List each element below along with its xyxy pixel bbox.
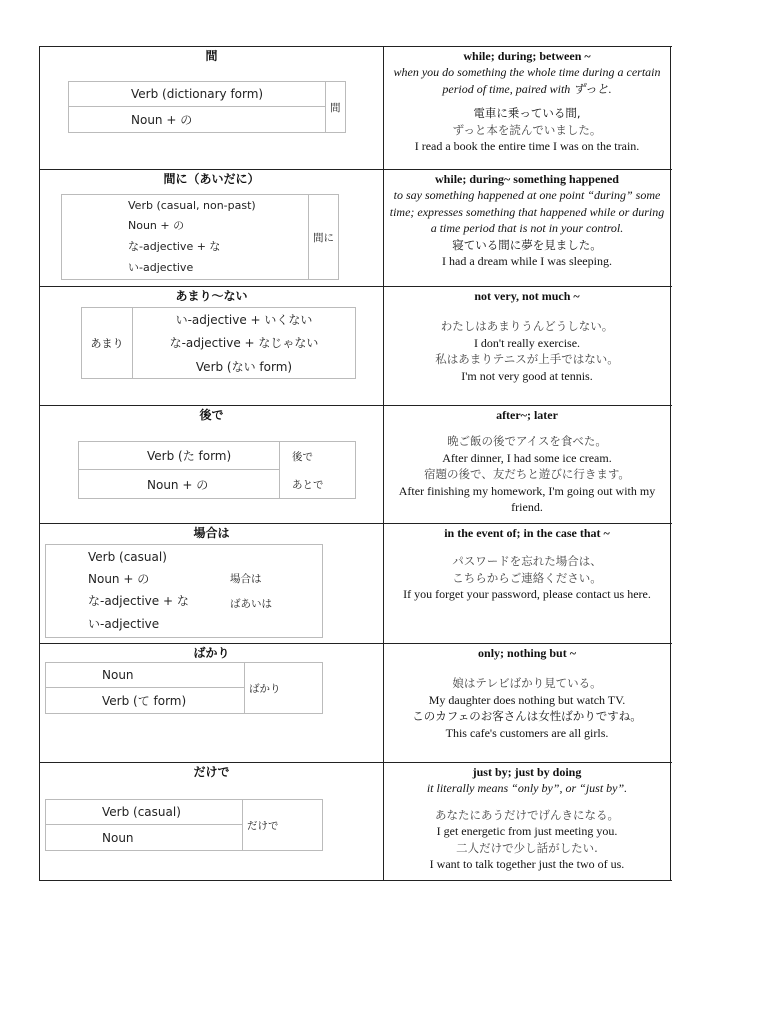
meaning-heading: only; nothing but ~ bbox=[478, 646, 576, 660]
example-jp: 二人だけで少し話がしたい. bbox=[456, 840, 598, 855]
form-list bbox=[46, 663, 245, 713]
example-jp: 私はあまりテニスが上手ではない。 bbox=[435, 352, 619, 366]
example-en: After finishing my homework, I'm going out with my friend. bbox=[398, 483, 656, 514]
grammar-row-dakede bbox=[40, 763, 672, 881]
meaning-cell bbox=[384, 524, 671, 643]
form-item: Noun bbox=[102, 668, 134, 682]
meaning-heading: while; during~ something happened bbox=[435, 172, 619, 186]
meaning-heading: not very, not much ~ bbox=[474, 289, 580, 303]
form-item: な-adjective + な bbox=[88, 594, 189, 609]
pattern-title: ばかり bbox=[193, 646, 230, 660]
meaning-heading: just by; just by doing bbox=[472, 765, 582, 779]
pattern-title: 間に（あいだに） bbox=[163, 172, 260, 186]
example-en: My daughter does nothing but watch TV. bbox=[428, 692, 626, 707]
suffix-label bbox=[245, 663, 281, 713]
form-item: Verb (casual, non-past) bbox=[128, 199, 256, 213]
grammar-row-baaiwa bbox=[40, 524, 672, 644]
example-en: After dinner, I had some ice cream. bbox=[442, 450, 612, 465]
example-jp: あなたにあうだけでげんきになる。 bbox=[435, 807, 619, 822]
example-en: I get energetic from just meeting you. bbox=[436, 824, 618, 838]
meaning-cell bbox=[384, 170, 671, 286]
form-item: Verb (て form) bbox=[46, 687, 244, 713]
example-en: I read a book the entire time I was on the train. bbox=[414, 139, 640, 153]
form-item: な-adjective + な bbox=[128, 239, 221, 253]
grammar-row-aida bbox=[40, 47, 672, 170]
prefix-label: あまり bbox=[82, 308, 133, 378]
meaning-cell bbox=[384, 644, 671, 762]
form-item: い-adjective bbox=[88, 617, 160, 632]
example-en: I want to talk together just the two of us. bbox=[429, 857, 625, 871]
form-box bbox=[45, 799, 323, 851]
pattern-cell bbox=[40, 406, 384, 523]
example-en: If you forget your password, please contact us here. bbox=[403, 587, 651, 601]
usage-note: it literally means “only by”, or “just by”. bbox=[426, 781, 628, 795]
pattern-cell bbox=[40, 170, 384, 286]
form-item: Noun + の bbox=[128, 219, 185, 233]
form-box bbox=[61, 194, 339, 280]
pattern-title: 間 bbox=[205, 49, 218, 63]
form-item: Verb (casual) bbox=[88, 549, 167, 564]
form-box bbox=[68, 81, 346, 133]
meaning-cell bbox=[384, 763, 671, 880]
pattern-cell bbox=[40, 644, 384, 762]
meaning-cell bbox=[384, 47, 671, 169]
example-en: This cafe's customers are all girls. bbox=[445, 725, 609, 740]
grammar-row-bakari bbox=[40, 644, 672, 763]
example-en: I'm not very good at tennis. bbox=[461, 368, 593, 383]
meaning-cell bbox=[384, 406, 671, 523]
form-list bbox=[46, 800, 243, 850]
suffix-label bbox=[326, 82, 341, 132]
pattern-title: だけで bbox=[193, 765, 230, 779]
form-list bbox=[133, 308, 355, 378]
form-item: Verb (dictionary form) bbox=[131, 87, 264, 101]
example-jp: わたしはあまりうんどうしない。 bbox=[440, 319, 614, 333]
form-item: Noun + の bbox=[69, 106, 325, 132]
suffix-text: あとで bbox=[292, 478, 324, 491]
pattern-cell bbox=[40, 287, 384, 405]
pattern-cell bbox=[40, 524, 384, 643]
example-jp: 寝ている間に夢を見ました。 bbox=[452, 237, 602, 252]
example-jp: このカフェのお客さんは女性ばかりですね。 bbox=[412, 709, 642, 723]
form-item: Verb (casual) bbox=[102, 805, 181, 819]
form-item: い-adjective bbox=[128, 260, 194, 274]
example-en: I don't really exercise. bbox=[473, 335, 581, 350]
form-item: い-adjective + いくない bbox=[175, 313, 313, 328]
suffix-text: 後で bbox=[292, 450, 313, 463]
pattern-title: 後で bbox=[199, 408, 224, 422]
form-list bbox=[69, 82, 326, 132]
suffix-label bbox=[226, 545, 272, 637]
suffix-label bbox=[309, 195, 334, 279]
form-box bbox=[81, 307, 356, 379]
form-item: Verb (た form) bbox=[147, 449, 232, 463]
example-jp: 晩ご飯の後でアイスを食べた。 bbox=[447, 434, 607, 448]
form-list bbox=[79, 442, 280, 498]
pattern-title: あまり～ない bbox=[175, 289, 248, 303]
pattern-title: 場合は bbox=[193, 526, 230, 540]
grammar-table bbox=[39, 46, 672, 881]
example-jp: 娘はテレビばかり見ている。 bbox=[452, 676, 602, 690]
form-list bbox=[62, 195, 309, 279]
example-jp: こちらからご連絡ください。 bbox=[452, 570, 602, 585]
form-item: Noun + の bbox=[79, 469, 279, 498]
pattern-cell bbox=[40, 763, 384, 880]
grammar-row-aidani bbox=[40, 170, 672, 287]
pattern-cell bbox=[40, 47, 384, 169]
suffix-text: だけで bbox=[247, 819, 279, 832]
form-box bbox=[78, 441, 356, 499]
form-box bbox=[45, 544, 323, 638]
example-en: I had a dream while I was sleeping. bbox=[442, 254, 612, 268]
example-jp: 電車に乗っている間, bbox=[473, 106, 581, 120]
meaning-heading: after~; later bbox=[496, 408, 558, 422]
example-jp: 宿題の後で、友だちと遊びに行きます。 bbox=[424, 467, 630, 481]
grammar-row-atode bbox=[40, 406, 672, 524]
form-item: Noun + の bbox=[88, 571, 150, 586]
form-item: な-adjective + なじゃない bbox=[169, 336, 319, 351]
usage-note: to say something happened at one point “during” some time; expresses something that happened while or during a time period that is not in your control. bbox=[389, 188, 665, 235]
example-jp: ずっと本を読んでいました。 bbox=[452, 122, 602, 137]
suffix-text: 間に bbox=[313, 231, 334, 244]
suffix-text: 場合は bbox=[230, 573, 262, 585]
form-box bbox=[45, 662, 323, 714]
meaning-cell bbox=[384, 287, 671, 405]
form-item: Verb (ない form) bbox=[195, 359, 293, 374]
suffix-label bbox=[280, 442, 324, 498]
meaning-heading: while; during; between ~ bbox=[463, 49, 591, 63]
suffix-text: ばかり bbox=[249, 682, 281, 695]
meaning-heading: in the event of; in the case that ~ bbox=[444, 526, 610, 540]
example-jp: パスワードを忘れた場合は、 bbox=[452, 554, 602, 568]
suffix-label bbox=[243, 800, 279, 850]
grammar-row-amari bbox=[40, 287, 672, 406]
form-item: Noun bbox=[46, 824, 242, 850]
usage-note: when you do something the whole time during a certain period of time, paired with ずっと. bbox=[393, 65, 661, 96]
suffix-text: 間 bbox=[330, 101, 341, 114]
suffix-text: ばあいは bbox=[230, 598, 272, 610]
form-list bbox=[46, 545, 226, 637]
